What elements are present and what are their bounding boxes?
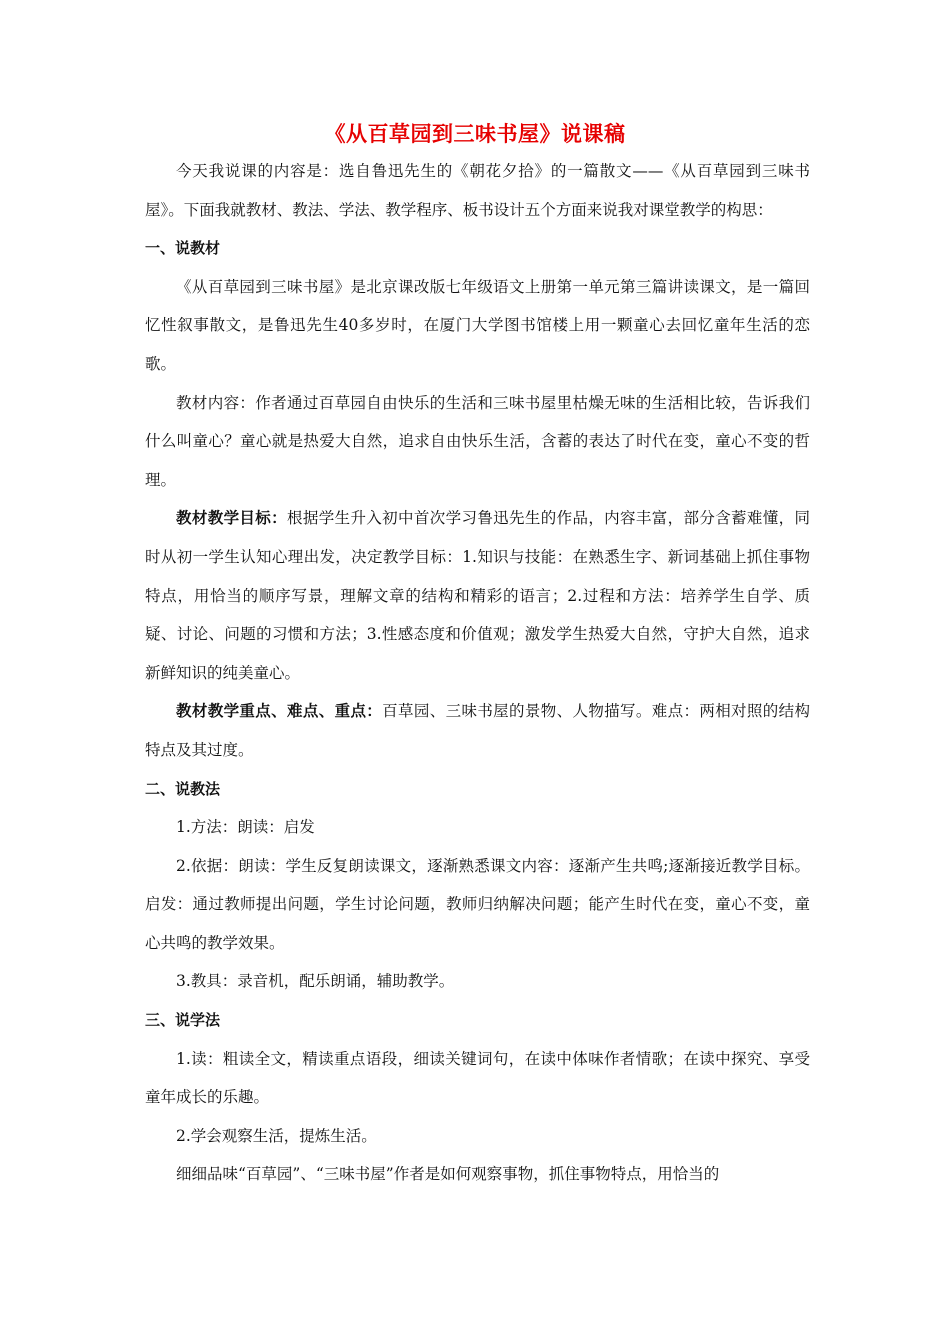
paragraph-text: 3.教具：录音机，配乐朗诵，辅助教学。 [176,972,455,991]
section-heading-textbook: 一、说教材 [145,239,221,258]
document-title: 《从百草园到三味书屋》说课稿 [324,122,626,146]
section-heading-teaching-method: 二、说教法 [145,779,221,798]
paragraph [145,962,810,1001]
paragraph [145,1040,810,1117]
paragraph-text: 2.依据：朗读：学生反复朗读课文，逐渐熟悉课文内容：逐渐产生共鸣;逐渐接近教学目标。启发：通过教师提出问题，学生讨论问题，教师归纳解决问题；能产生时代在变，童心不变，童心共鸣的教学效果。 [145,856,810,952]
paragraph [145,808,810,847]
paragraph [145,1155,810,1194]
paragraph-text: 1.方法：朗读：启发 [176,818,315,837]
intro-paragraph: 今天我说课的内容是：选自鲁迅先生的《朝花夕拾》的一篇散文——《从百草园到三味书屋》。下面我就教材、教法、学法、教学程序、板书设计五个方面来说我对课堂教学的构思： [145,162,810,219]
paragraph-text: 百草园、三味书屋的景物、人物描写。难点：两相对照的结构特点及其过度。 [145,702,810,759]
paragraph [145,268,810,384]
paragraph [145,1117,810,1156]
paragraph-text: 根据学生升入初中首次学习鲁迅先生的作品，内容丰富，部分含蓄难懂，同时从初一学生认知心理出发，决定教学目标：1.知识与技能：在熟悉生字、新词基础上抓住事物特点，用恰当的顺序写景，理解文章的结构和精彩的语言；2.过程和方法：培养学生自学、质疑、讨论、问题的习惯和方法；3.性感态度和价值观；激发学生热爱大自然，守护大自然，追求新鲜知识的纯美童心。 [145,509,810,682]
section-heading-learning-method: 三、说学法 [145,1011,221,1030]
paragraph [145,847,810,963]
paragraph [145,384,810,500]
paragraph-text: 细细品味“百草园”、“三味书屋”作者是如何观察事物，抓住事物特点，用恰当的 [176,1165,720,1184]
paragraph-lead: 教材教学目标： [176,509,288,528]
paragraph-text: 教材内容：作者通过百草园自由快乐的生活和三味书屋里枯燥无味的生活相比较，告诉我们什么叫童心？童心就是热爱大自然，追求自由快乐生活，含蓄的表达了时代在变，童心不变的哲理。 [145,393,810,489]
paragraph-text: 《从百草园到三味书屋》是北京课改版七年级语文上册第一单元第三篇讲读课文，是一篇回忆性叙事散文，是鲁迅先生40多岁时，在厦门大学图书馆楼上用一颗童心去回忆童年生活的恋歌。 [145,277,810,373]
paragraph [145,499,810,692]
document-body [145,152,810,1194]
paragraph-lead: 教材教学重点、难点、重点： [176,702,383,721]
paragraph-text: 1.读：粗读全文，精读重点语段，细读关键词句，在读中体味作者情歌；在读中探究、享受童年成长的乐趣。 [145,1049,810,1107]
paragraph-text: 2.学会观察生活，提炼生活。 [176,1126,377,1145]
paragraph [145,692,810,769]
